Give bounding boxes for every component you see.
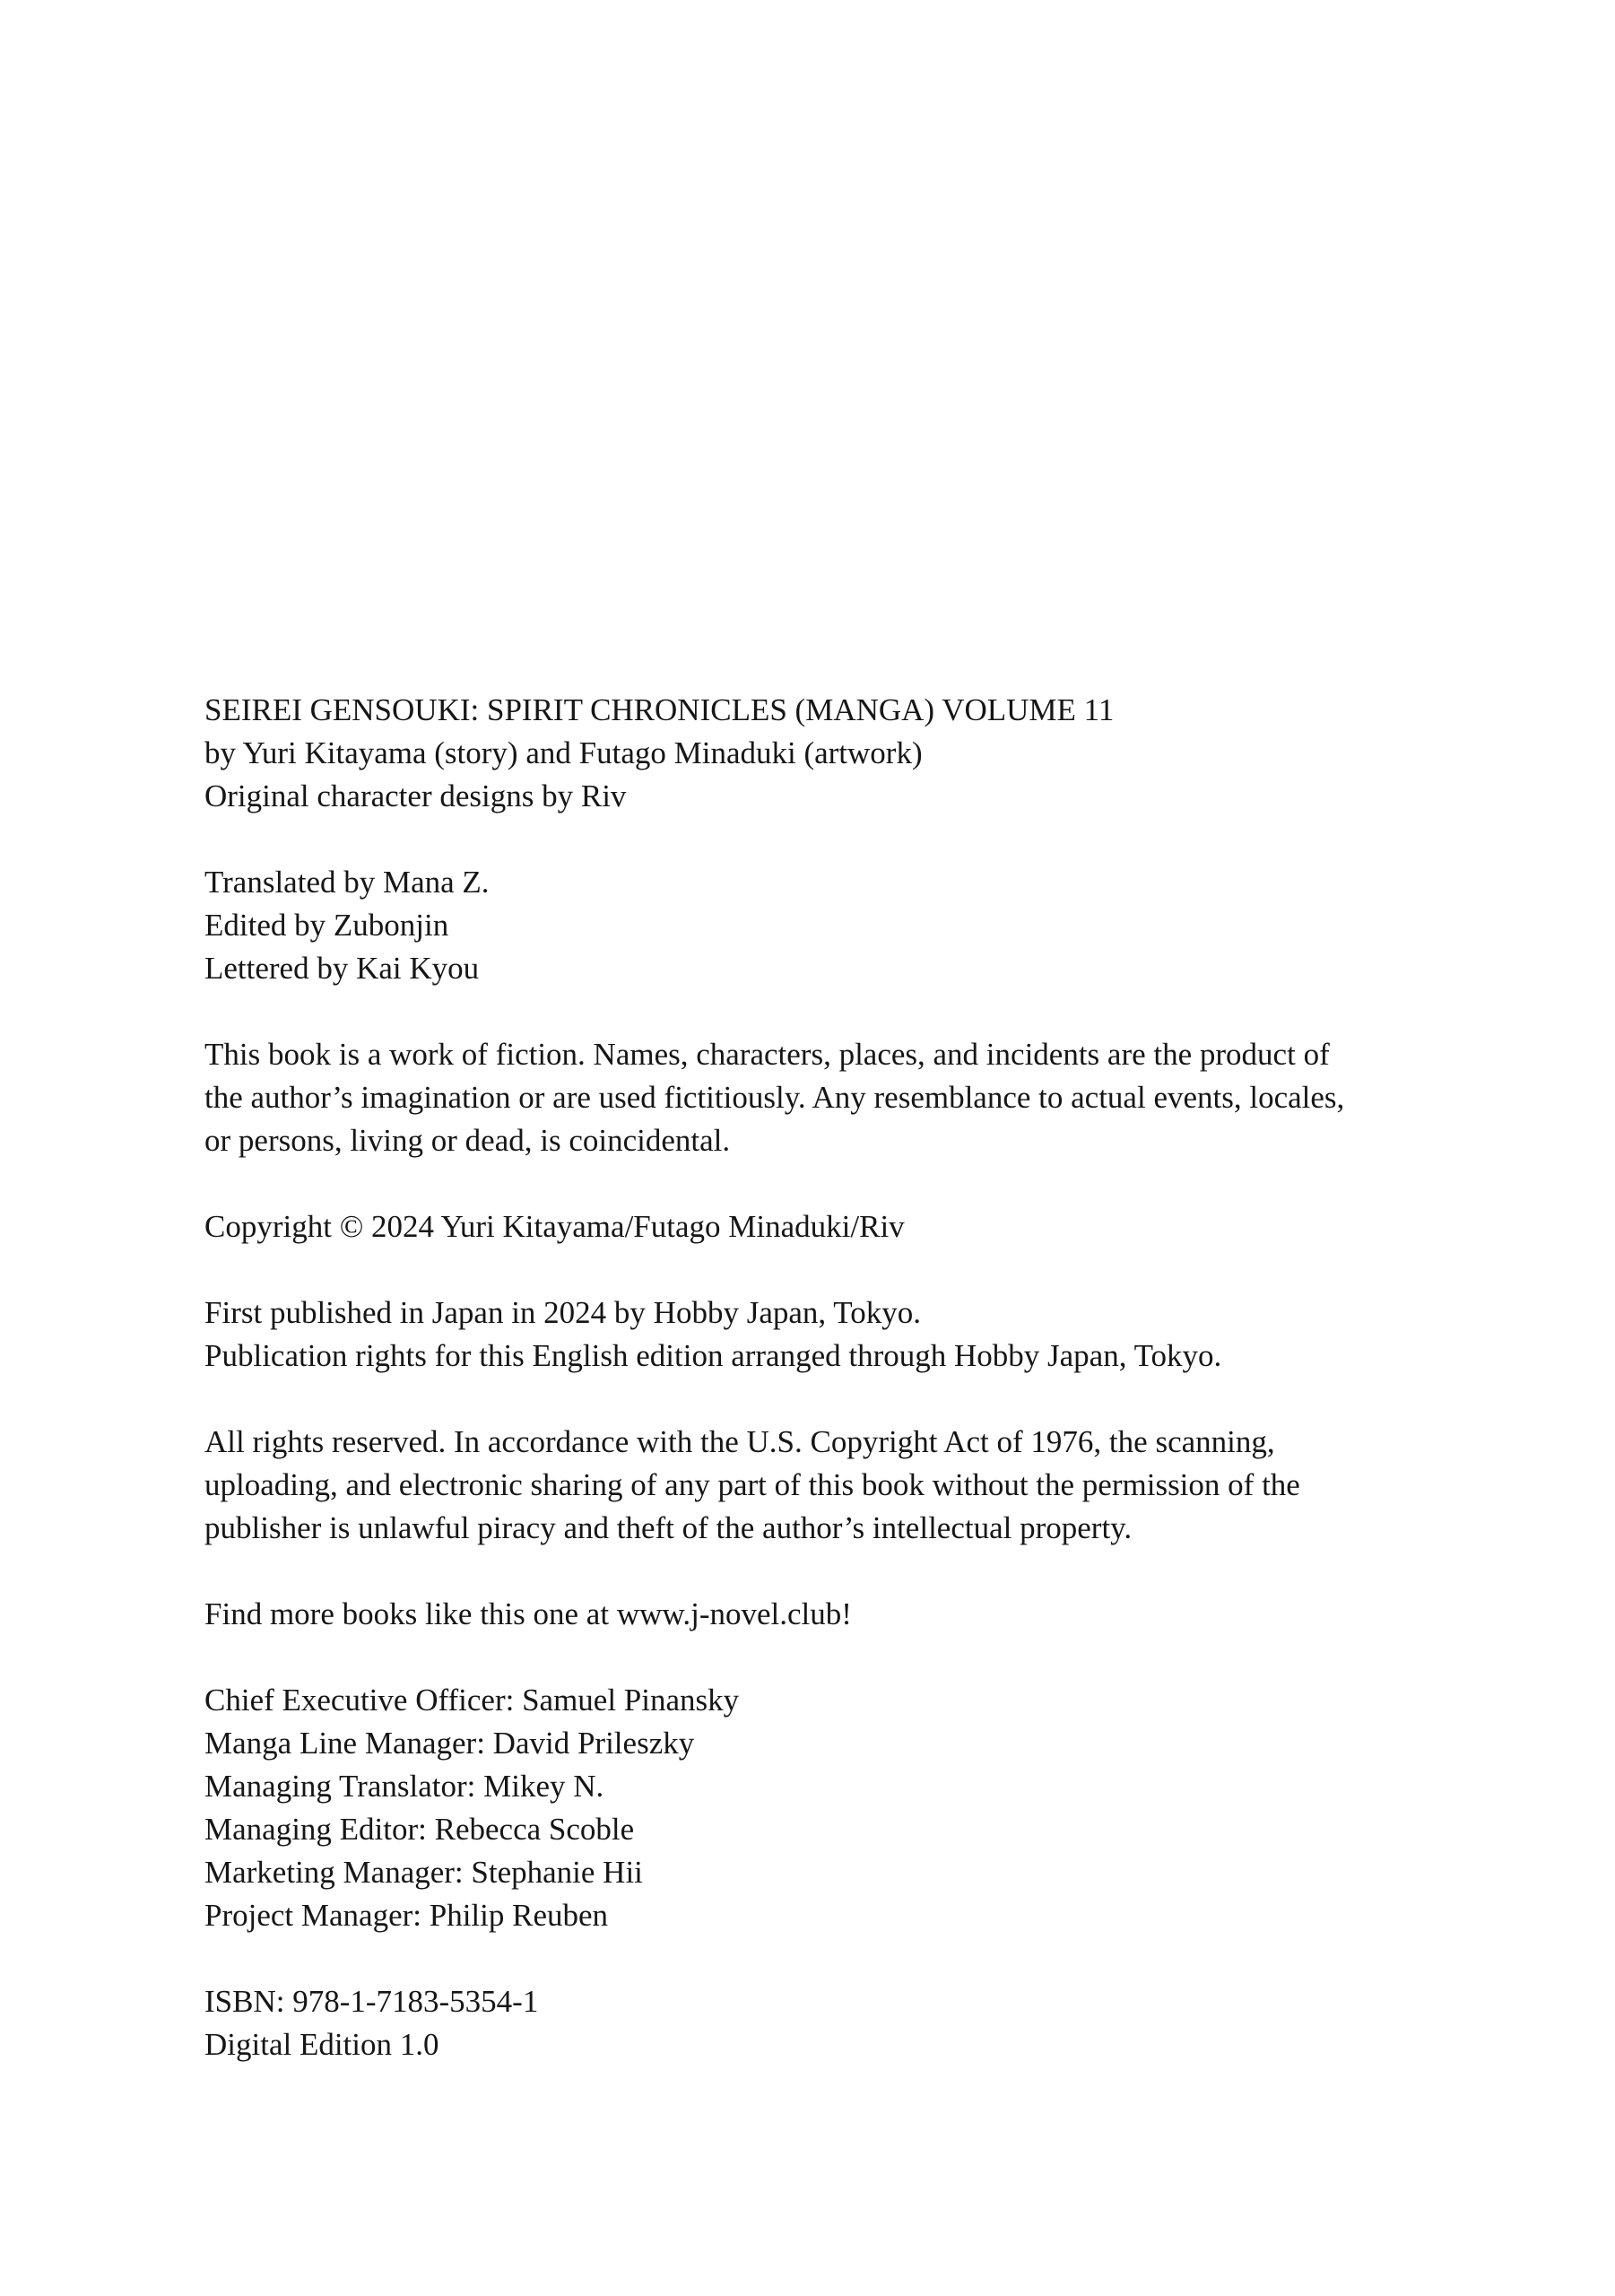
localization-credits bbox=[204, 861, 1541, 990]
rights-notice-line-1: All rights reserved. In accordance with the U.S. Copyright Act of 1976, the scanning, bbox=[204, 1424, 1275, 1459]
fiction-disclaimer-line-2: the author’s imagination or are used fictitiously. Any resemblance to actual events, locales, bbox=[204, 1080, 1345, 1115]
promo-line bbox=[204, 1593, 1541, 1636]
edition-info bbox=[204, 1980, 1541, 2066]
publication-info bbox=[204, 1292, 1541, 1378]
copyright-line: Copyright © 2024 Yuri Kitayama/Futago Minaduki/Riv bbox=[204, 1209, 905, 1244]
editor-credit: Edited by Zubonjin bbox=[204, 908, 449, 943]
ceo-credit: Chief Executive Officer: Samuel Pinansky bbox=[204, 1683, 740, 1718]
book-title: SEIREI GENSOUKI: SPIRIT CHRONICLES (MANGA) VOLUME 11 bbox=[204, 692, 1115, 727]
letterer-credit: Lettered by Kai Kyou bbox=[204, 951, 480, 986]
company-staff bbox=[204, 1679, 1541, 1937]
rights-notice-line-3: publisher is unlawful piracy and theft of the author’s intellectual property. bbox=[204, 1510, 1133, 1545]
find-more-books-line: Find more books like this one at www.j-novel.club! bbox=[204, 1596, 852, 1631]
copyright-notice bbox=[204, 1205, 1541, 1248]
fiction-disclaimer-line-1: This book is a work of fiction. Names, characters, places, and incidents are the product of bbox=[204, 1037, 1330, 1072]
project-manager-credit: Project Manager: Philip Reuben bbox=[204, 1898, 609, 1933]
book-title-credits bbox=[204, 689, 1541, 818]
digital-edition-line: Digital Edition 1.0 bbox=[204, 2027, 439, 2062]
translator-credit: Translated by Mana Z. bbox=[204, 865, 490, 900]
manga-line-manager-credit: Manga Line Manager: David Prileszky bbox=[204, 1726, 695, 1761]
managing-editor-credit: Managing Editor: Rebecca Scoble bbox=[204, 1812, 635, 1847]
author-artist-credit: by Yuri Kitayama (story) and Futago Minaduki (artwork) bbox=[204, 735, 923, 770]
fiction-disclaimer bbox=[204, 1033, 1541, 1162]
first-published-line: First published in Japan in 2024 by Hobby Japan, Tokyo. bbox=[204, 1295, 921, 1330]
managing-translator-credit: Managing Translator: Mikey N. bbox=[204, 1769, 604, 1804]
rights-notice-line-2: uploading, and electronic sharing of any part of this book without the permission of the bbox=[204, 1467, 1300, 1502]
colophon-text-block bbox=[204, 689, 1541, 2066]
publication-rights-line: Publication rights for this English edition arranged through Hobby Japan, Tokyo. bbox=[204, 1338, 1222, 1373]
fiction-disclaimer-line-3: or persons, living or dead, is coincidental. bbox=[204, 1123, 731, 1158]
isbn-line: ISBN: 978-1-7183-5354-1 bbox=[204, 1984, 539, 2019]
marketing-manager-credit: Marketing Manager: Stephanie Hii bbox=[204, 1855, 643, 1890]
character-designer-credit: Original character designs by Riv bbox=[204, 778, 627, 813]
rights-notice bbox=[204, 1421, 1541, 1550]
